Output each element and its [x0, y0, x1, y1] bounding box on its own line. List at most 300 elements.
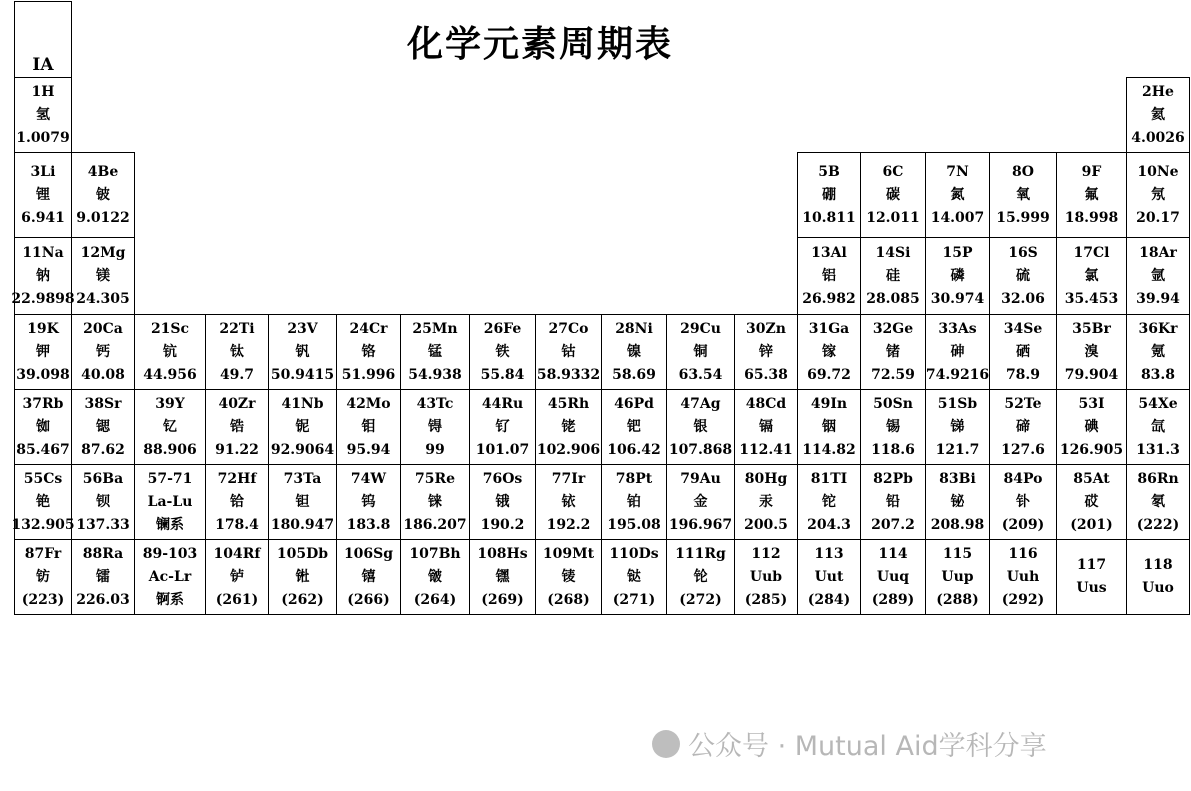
- element-symbol: 57-71: [147, 470, 193, 487]
- element-cell: [1056, 464, 1127, 540]
- element-cell: [336, 389, 401, 465]
- element-symbol: 54Xe: [1138, 395, 1178, 412]
- element-cell: [1126, 237, 1190, 315]
- element-symbol: 118: [1143, 557, 1173, 573]
- element-symbol: 27Co: [548, 320, 589, 337]
- element-symbol: 86Rn: [1137, 470, 1179, 487]
- element-name: 钡: [96, 493, 110, 510]
- element-mass: (272): [679, 591, 722, 608]
- element-symbol: 77Ir: [551, 470, 586, 487]
- element-mass: 87.62: [81, 441, 125, 458]
- element-name: 钯: [627, 418, 641, 435]
- element-symbol: 114: [878, 545, 908, 562]
- element-mass: 44.956: [143, 366, 197, 383]
- page-title: 化学元素周期表: [406, 24, 673, 65]
- element-cell: [134, 389, 206, 465]
- element-mass: 78.9: [1005, 366, 1041, 383]
- element-symbol: 45Rh: [547, 395, 590, 412]
- element-symbol: 75Re: [414, 470, 456, 487]
- element-mass: 20.17: [1136, 209, 1180, 226]
- element-symbol: 23V: [287, 320, 318, 337]
- element-symbol: 116: [1008, 545, 1038, 562]
- group-label-ia: [14, 1, 72, 78]
- element-mass: 183.8: [346, 516, 391, 533]
- element-cell: [71, 539, 135, 615]
- element-mass: 92.9064: [270, 441, 335, 458]
- element-mass: 26.982: [802, 290, 856, 307]
- element-name: 锝: [428, 418, 442, 435]
- element-name: 钨: [361, 493, 376, 510]
- element-name: 碘: [1084, 418, 1099, 435]
- element-name: 溴: [1084, 343, 1099, 360]
- element-symbol: 37Rb: [22, 395, 64, 412]
- element-mass: (288): [936, 591, 979, 608]
- element-name: 锗: [886, 343, 900, 360]
- element-symbol: 2He: [1142, 83, 1174, 100]
- element-cell: [666, 389, 735, 465]
- element-cell: [734, 314, 798, 390]
- element-mass: 58.69: [612, 366, 656, 383]
- element-name: 钼: [361, 418, 376, 435]
- element-symbol: 72Hf: [217, 470, 257, 487]
- element-mass: 74.9216: [925, 366, 990, 383]
- element-mass: 18.998: [1064, 209, 1119, 226]
- element-mass: 39.94: [1136, 290, 1180, 307]
- element-cell: [925, 237, 990, 315]
- element-mass: (262): [281, 591, 324, 608]
- element-name: 氧: [1016, 186, 1030, 203]
- element-symbol: 76Os: [482, 470, 523, 487]
- element-symbol: 105Db: [276, 545, 329, 562]
- element-symbol: 32Ge: [872, 320, 914, 337]
- element-symbol: 30Zn: [746, 320, 786, 337]
- element-cell: [797, 314, 861, 390]
- element-mass: 195.08: [607, 516, 661, 533]
- element-symbol: 80Hg: [744, 470, 788, 487]
- element-mass: 63.54: [678, 366, 723, 383]
- element-cell: [666, 539, 735, 615]
- element-cell: [535, 464, 602, 540]
- element-name: 氪: [1151, 343, 1165, 360]
- element-cell: [469, 314, 536, 390]
- element-symbol: 53I: [1078, 395, 1105, 412]
- element-mass: 107.868: [668, 441, 733, 458]
- element-cell: [989, 464, 1057, 540]
- element-name: 钠: [36, 267, 50, 284]
- element-cell: [989, 237, 1057, 315]
- element-cell: [601, 464, 667, 540]
- element-name: 铅: [886, 493, 900, 510]
- element-mass: 190.2: [480, 516, 525, 533]
- element-cell: [71, 152, 135, 238]
- element-name: 𬬭: [693, 568, 708, 585]
- element-mass: 200.5: [744, 516, 788, 533]
- element-mass: 14.007: [930, 209, 985, 226]
- element-mass: 126.905: [1059, 441, 1124, 458]
- element-cell: [860, 314, 926, 390]
- element-name: 铌: [295, 418, 310, 435]
- element-mass: (201): [1070, 516, 1113, 533]
- element-cell: [860, 152, 926, 238]
- element-cell: [925, 314, 990, 390]
- element-cell: [134, 464, 206, 540]
- element-symbol: 38Sr: [84, 395, 122, 412]
- element-mass: (285): [744, 591, 788, 608]
- element-name: 氡: [1151, 493, 1165, 510]
- element-symbol: 7N: [946, 163, 969, 180]
- element-cell: [400, 464, 470, 540]
- element-symbol: 44Ru: [481, 395, 524, 412]
- element-cell: [268, 314, 337, 390]
- element-mass: 65.38: [744, 366, 788, 383]
- element-mass: (264): [413, 591, 457, 608]
- element-symbol: 24Cr: [349, 320, 388, 337]
- element-mass: 32.06: [1001, 290, 1045, 307]
- element-cell: [1056, 389, 1127, 465]
- element-symbol: 31Ga: [808, 320, 850, 337]
- element-mass: 114.82: [802, 441, 856, 458]
- element-symbol: 83Bi: [939, 470, 976, 487]
- element-symbol: 18Ar: [1139, 244, 1177, 261]
- element-symbol: 41Nb: [281, 395, 324, 412]
- element-mass: 锕系: [156, 591, 184, 608]
- watermark: [652, 724, 1047, 763]
- element-cell: [71, 389, 135, 465]
- element-cell: [400, 389, 470, 465]
- element-cell: [734, 539, 798, 615]
- element-mass: 178.4: [215, 516, 259, 533]
- element-name: La-Lu: [147, 493, 193, 510]
- element-cell: [268, 389, 337, 465]
- element-name: 氦: [1151, 106, 1165, 123]
- element-name: 砷: [950, 343, 965, 360]
- element-mass: 88.906: [143, 441, 197, 458]
- element-mass: 15.999: [996, 209, 1050, 226]
- element-mass: 58.9332: [536, 366, 601, 383]
- element-name: 磷: [950, 267, 965, 284]
- element-name: 𫟼: [627, 568, 641, 585]
- element-name: 镭: [96, 568, 110, 585]
- element-cell: [14, 152, 72, 238]
- element-name: 氖: [1151, 186, 1165, 203]
- element-symbol: 33As: [938, 320, 977, 337]
- element-name: 氙: [1151, 418, 1165, 435]
- element-symbol: 1H: [31, 83, 55, 100]
- element-mass: 10.811: [802, 209, 856, 226]
- element-mass: 192.2: [546, 516, 591, 533]
- element-mass: 22.9898: [11, 290, 75, 307]
- element-mass: 50.9415: [270, 366, 335, 383]
- element-mass: 106.42: [607, 441, 661, 458]
- element-symbol: 6C: [882, 163, 904, 180]
- element-cell: [11, 237, 75, 315]
- element-mass: 镧系: [156, 516, 184, 533]
- element-mass: (271): [612, 591, 656, 608]
- element-name: 铁: [495, 343, 510, 360]
- element-symbol: 113: [814, 545, 844, 562]
- element-mass: 99: [425, 441, 445, 458]
- element-name: 氩: [1151, 267, 1165, 284]
- element-mass: (222): [1136, 516, 1180, 533]
- element-cell: [925, 389, 990, 465]
- element-mass: (261): [215, 591, 259, 608]
- element-symbol: 50Sn: [873, 395, 913, 412]
- element-name: 钪: [163, 343, 177, 360]
- element-name: 硼: [822, 186, 836, 203]
- element-symbol: 39Y: [155, 395, 185, 412]
- element-symbol: 19K: [27, 320, 59, 337]
- element-mass: 127.6: [1001, 441, 1045, 458]
- element-cell: [860, 464, 926, 540]
- element-name: 钽: [295, 493, 310, 510]
- element-symbol: 16S: [1008, 244, 1038, 261]
- element-symbol: 55Cs: [23, 470, 63, 487]
- element-mass: 9.0122: [76, 209, 130, 226]
- element-symbol: 5B: [818, 163, 840, 180]
- element-name: 铼: [428, 493, 442, 510]
- element-cell: [268, 539, 337, 615]
- element-cell: [797, 539, 861, 615]
- element-name: 镓: [822, 343, 836, 360]
- element-name: 𬭳: [361, 568, 376, 585]
- element-symbol: 15P: [942, 244, 973, 261]
- element-name: 铂: [627, 493, 641, 510]
- element-symbol: 22Ti: [219, 320, 255, 337]
- element-name: 银: [693, 418, 708, 435]
- element-name: 铝: [822, 267, 836, 284]
- element-symbol: 4Be: [87, 163, 119, 180]
- element-mass: 186.207: [403, 516, 467, 533]
- element-name: 铷: [36, 418, 50, 435]
- element-name: 硅: [886, 267, 900, 284]
- element-symbol: 3Li: [30, 163, 56, 180]
- element-cell: [860, 389, 926, 465]
- element-symbol: 84Po: [1003, 470, 1043, 487]
- element-name: 锰: [428, 343, 442, 360]
- element-cell: [797, 464, 861, 540]
- element-cell: [1126, 464, 1190, 540]
- element-cell: [14, 314, 72, 390]
- element-mass: 95.94: [346, 441, 391, 458]
- element-mass: 12.011: [866, 209, 920, 226]
- element-mass: (269): [481, 591, 524, 608]
- element-mass: 54.938: [408, 366, 462, 383]
- element-mass: (268): [547, 591, 590, 608]
- element-name: 锡: [886, 418, 900, 435]
- element-symbol: 46Pd: [614, 395, 654, 412]
- element-mass: 208.98: [930, 516, 985, 533]
- element-cell: [535, 389, 602, 465]
- element-mass: 91.22: [215, 441, 259, 458]
- element-name: 砹: [1084, 493, 1099, 510]
- element-symbol: 10Ne: [1137, 163, 1179, 180]
- element-name: 鿏: [561, 568, 576, 585]
- element-mass: 226.03: [76, 591, 130, 608]
- element-name: 碳: [886, 186, 900, 203]
- element-cell: [666, 464, 735, 540]
- element-symbol: 74W: [350, 470, 387, 487]
- element-symbol: 17Cl: [1073, 244, 1110, 261]
- element-name: 锂: [36, 186, 50, 203]
- element-mass: 121.7: [935, 441, 980, 458]
- element-name: Uup: [941, 568, 974, 585]
- element-symbol: 51Sb: [937, 395, 978, 412]
- element-symbol: 21Sc: [150, 320, 190, 337]
- element-cell: [336, 464, 401, 540]
- element-symbol: 26Fe: [483, 320, 522, 337]
- element-symbol: 107Bh: [409, 545, 461, 562]
- element-symbol: 25Mn: [412, 320, 458, 337]
- element-mass: 101.07: [475, 441, 530, 458]
- element-cell: [469, 464, 536, 540]
- element-cell: [601, 314, 667, 390]
- element-name: 硒: [1016, 343, 1030, 360]
- element-cell: [1126, 314, 1190, 390]
- watermark-text: 公众号 · Mutual Aid学科分享: [688, 731, 1047, 762]
- element-name: 铜: [693, 343, 708, 360]
- element-cell: [1126, 389, 1190, 465]
- element-cell: [469, 389, 536, 465]
- element-cell: [205, 464, 269, 540]
- element-mass: 35.453: [1064, 290, 1119, 307]
- element-symbol: 82Pb: [873, 470, 913, 487]
- element-name: 𬭛: [428, 568, 442, 585]
- element-name: Uub: [749, 568, 783, 585]
- element-name: 钇: [163, 418, 177, 435]
- element-cell: [989, 314, 1057, 390]
- element-name: 铊: [822, 493, 836, 510]
- element-name: 钾: [36, 343, 50, 360]
- element-name: 钒: [295, 343, 310, 360]
- element-mass: (209): [1001, 516, 1045, 533]
- element-symbol: 88Ra: [82, 545, 124, 562]
- element-cell: [205, 539, 269, 615]
- element-symbol: 73Ta: [283, 470, 322, 487]
- element-symbol: 52Te: [1004, 395, 1042, 412]
- element-mass: 131.3: [1136, 441, 1180, 458]
- element-mass: 49.7: [219, 366, 255, 383]
- element-mass: 132.905: [11, 516, 75, 533]
- element-cell: [860, 237, 926, 315]
- element-mass: 72.59: [871, 366, 915, 383]
- element-symbol: 49In: [810, 395, 848, 412]
- element-symbol: 106Sg: [343, 545, 394, 562]
- element-symbol: 112: [751, 545, 781, 562]
- element-mass: 4.0026: [1131, 129, 1185, 146]
- element-cell: [11, 464, 75, 540]
- element-symbol: 108Hs: [477, 545, 528, 562]
- element-name: 锌: [759, 343, 773, 360]
- element-cell: [336, 539, 401, 615]
- element-cell: [400, 314, 470, 390]
- element-name: 镉: [759, 418, 773, 435]
- element-name: 碲: [1016, 418, 1030, 435]
- element-mass: 28.085: [866, 290, 920, 307]
- element-cell: [666, 314, 735, 390]
- element-symbol: 47Ag: [680, 395, 721, 412]
- element-name: 锶: [96, 418, 110, 435]
- element-cell: [989, 389, 1057, 465]
- element-name: 铬: [361, 343, 376, 360]
- element-cell: [14, 539, 72, 615]
- element-cell: [1056, 237, 1127, 315]
- element-name: 𬬻: [230, 568, 244, 585]
- element-mass: 83.8: [1140, 366, 1176, 383]
- element-symbol: 104Rf: [213, 545, 261, 562]
- element-symbol: 78Pt: [615, 470, 653, 487]
- element-name: 镍: [627, 343, 641, 360]
- element-cell: [925, 464, 990, 540]
- element-cell: [1126, 77, 1190, 153]
- element-mass: 79.904: [1064, 366, 1119, 383]
- element-symbol: 87Fr: [24, 545, 62, 562]
- element-symbol: 40Zr: [218, 395, 256, 412]
- element-mass: 102.906: [536, 441, 601, 458]
- element-cell: [797, 389, 861, 465]
- element-name: 硫: [1016, 267, 1030, 284]
- element-cell: [336, 314, 401, 390]
- element-symbol: 81TI: [810, 470, 848, 487]
- element-cell: [71, 237, 135, 315]
- element-mass: 196.967: [668, 516, 733, 533]
- element-name: 镁: [96, 267, 110, 284]
- element-name: 钛: [230, 343, 244, 360]
- element-symbol: 14Si: [875, 244, 911, 261]
- element-cell: [535, 539, 602, 615]
- element-name: 氮: [950, 186, 965, 203]
- element-name: Ac-Lr: [148, 568, 192, 585]
- element-name: 𬭶: [495, 568, 510, 585]
- element-mass: 207.2: [871, 516, 915, 533]
- element-symbol: 29Cu: [680, 320, 721, 337]
- element-mass: 112.41: [739, 441, 793, 458]
- element-symbol: 34Se: [1003, 320, 1043, 337]
- element-cell: [1056, 539, 1127, 615]
- element-name: 锆: [230, 418, 244, 435]
- element-name: 铋: [950, 493, 965, 510]
- element-cell: [14, 389, 72, 465]
- element-name: 汞: [759, 493, 773, 510]
- element-symbol: 43Tc: [416, 395, 454, 412]
- element-cell: [268, 464, 337, 540]
- element-mass: 6.941: [21, 209, 65, 226]
- element-name: Uuh: [1006, 568, 1040, 585]
- element-mass: 204.3: [807, 516, 851, 533]
- element-mass: (289): [871, 591, 915, 608]
- element-symbol: 48Cd: [745, 395, 787, 412]
- element-name: 金: [693, 493, 708, 510]
- element-cell: [71, 464, 135, 540]
- element-cell: [989, 152, 1057, 238]
- element-mass: 30.974: [930, 290, 985, 307]
- element-name: 钌: [495, 418, 510, 435]
- element-cell: [925, 152, 990, 238]
- element-mass: 55.84: [480, 366, 525, 383]
- element-cell: [469, 539, 536, 615]
- element-symbol: 42Mo: [346, 395, 391, 412]
- element-name: 铱: [561, 493, 576, 510]
- element-cell: [860, 539, 926, 615]
- element-symbol: 117: [1076, 557, 1107, 573]
- element-mass: 24.305: [76, 290, 130, 307]
- element-symbol: 115: [942, 545, 973, 562]
- element-mass: 118.6: [871, 441, 915, 458]
- element-cell: [601, 389, 667, 465]
- element-symbol: 85At: [1073, 470, 1110, 487]
- element-mass: 137.33: [76, 516, 130, 533]
- element-mass: 40.08: [81, 366, 125, 383]
- element-symbol: 36Kr: [1138, 320, 1178, 337]
